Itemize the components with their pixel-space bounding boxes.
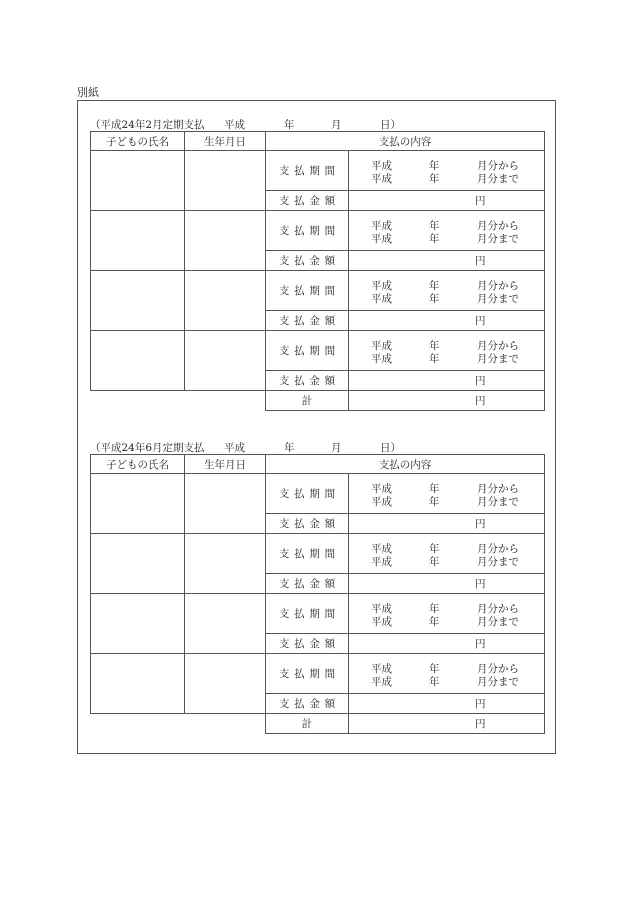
payment-amount-cell[interactable]: 円 [349, 574, 545, 594]
section-date-year: 年 [284, 442, 295, 454]
year-label: 年 [429, 495, 440, 508]
payment-amount-label: 支払金額 [266, 371, 349, 391]
year-label: 年 [429, 482, 440, 495]
era-label: 平成 [371, 339, 392, 352]
payment-period-label: 支払期間 [266, 654, 349, 694]
era-label: 平成 [371, 555, 392, 568]
payment-period-cell[interactable] [349, 534, 545, 574]
year-label: 年 [429, 292, 440, 305]
total-blank [91, 391, 266, 411]
year-label: 年 [429, 352, 440, 365]
period-until-line [349, 291, 544, 304]
month-range-label: 月分まで [477, 555, 519, 568]
era-label: 平成 [371, 482, 392, 495]
month-range-label: 月分から [477, 602, 519, 615]
year-label: 年 [429, 615, 440, 628]
col-header-birth-date: 生年月日 [185, 455, 266, 474]
month-range-label: 月分から [477, 339, 519, 352]
section-header [90, 440, 544, 454]
month-range-label: 月分まで [477, 675, 519, 688]
payment-section [90, 440, 544, 734]
child-name-cell[interactable] [91, 654, 185, 714]
table-row [91, 654, 545, 694]
period-until-line [349, 674, 544, 687]
total-label: 計 [266, 391, 349, 411]
year-label: 年 [429, 279, 440, 292]
section-date-year: 年 [284, 119, 295, 131]
total-row [91, 714, 545, 734]
era-label: 平成 [371, 615, 392, 628]
era-label: 平成 [371, 542, 392, 555]
era-label: 平成 [371, 279, 392, 292]
total-label: 計 [266, 714, 349, 734]
month-range-label: 月分まで [477, 615, 519, 628]
child-name-cell[interactable] [91, 151, 185, 211]
era-label: 平成 [371, 232, 392, 245]
month-range-label: 月分まで [477, 232, 519, 245]
month-range-label: 月分まで [477, 352, 519, 365]
payment-amount-cell[interactable]: 円 [349, 694, 545, 714]
year-label: 年 [429, 172, 440, 185]
payment-period-cell[interactable] [349, 151, 545, 191]
table-row [91, 151, 545, 191]
period-from-line [349, 601, 544, 614]
section-date-month: 月 [331, 442, 342, 454]
payment-period-cell[interactable] [349, 474, 545, 514]
payment-period-label: 支払期間 [266, 331, 349, 371]
col-header-birth-date: 生年月日 [185, 132, 266, 151]
payment-section [90, 117, 544, 411]
payment-period-cell[interactable] [349, 594, 545, 634]
period-until-line [349, 554, 544, 567]
table-row [91, 271, 545, 311]
payment-amount-cell[interactable]: 円 [349, 371, 545, 391]
payment-amount-label: 支払金額 [266, 311, 349, 331]
period-from-line [349, 481, 544, 494]
birth-date-cell[interactable] [185, 331, 266, 391]
era-label: 平成 [371, 675, 392, 688]
col-header-content: 支払の内容 [266, 132, 545, 151]
total-amount-cell[interactable]: 円 [349, 391, 545, 411]
total-row [91, 391, 545, 411]
child-name-cell[interactable] [91, 474, 185, 534]
period-from-line [349, 338, 544, 351]
payment-amount-label: 支払金額 [266, 694, 349, 714]
birth-date-cell[interactable] [185, 474, 266, 534]
table-header-row [91, 132, 545, 151]
year-label: 年 [429, 602, 440, 615]
payment-table [90, 454, 545, 734]
page-label: 別紙 [77, 86, 99, 99]
table-row [91, 474, 545, 514]
table-row [91, 594, 545, 634]
section-header [90, 117, 544, 131]
section-date-era: 平成 [224, 119, 245, 131]
period-from-line [349, 158, 544, 171]
period-from-line [349, 661, 544, 674]
payment-amount-label: 支払金額 [266, 514, 349, 534]
child-name-cell[interactable] [91, 331, 185, 391]
table-header-row [91, 455, 545, 474]
period-until-line [349, 351, 544, 364]
era-label: 平成 [371, 602, 392, 615]
year-label: 年 [429, 339, 440, 352]
era-label: 平成 [371, 172, 392, 185]
month-range-label: 月分まで [477, 172, 519, 185]
period-from-line [349, 541, 544, 554]
payment-amount-cell[interactable]: 円 [349, 311, 545, 331]
section-date-era: 平成 [224, 442, 245, 454]
table-row [91, 331, 545, 371]
birth-date-cell[interactable] [185, 534, 266, 594]
total-amount-cell[interactable]: 円 [349, 714, 545, 734]
col-header-content: 支払の内容 [266, 455, 545, 474]
year-label: 年 [429, 219, 440, 232]
month-range-label: 月分から [477, 159, 519, 172]
month-range-label: 月分まで [477, 292, 519, 305]
total-blank [91, 714, 266, 734]
birth-date-cell[interactable] [185, 211, 266, 271]
birth-date-cell[interactable] [185, 271, 266, 331]
year-label: 年 [429, 555, 440, 568]
col-header-child-name: 子どもの氏名 [91, 455, 185, 474]
birth-date-cell[interactable] [185, 594, 266, 654]
era-label: 平成 [371, 495, 392, 508]
period-until-line [349, 614, 544, 627]
payment-amount-cell[interactable]: 円 [349, 634, 545, 654]
era-label: 平成 [371, 352, 392, 365]
month-range-label: 月分から [477, 662, 519, 675]
payment-amount-cell[interactable]: 円 [349, 514, 545, 534]
payment-period-cell[interactable] [349, 271, 545, 311]
child-name-cell[interactable] [91, 211, 185, 271]
section-date-day: 日） [380, 442, 401, 454]
section-date-day: 日） [380, 119, 401, 131]
payment-period-label: 支払期間 [266, 211, 349, 251]
period-until-line [349, 171, 544, 184]
period-from-line [349, 218, 544, 231]
payment-amount-label: 支払金額 [266, 191, 349, 211]
payment-period-label: 支払期間 [266, 594, 349, 634]
section-title: （平成24年6月定期支払 [90, 442, 205, 454]
table-row [91, 211, 545, 251]
payment-period-cell[interactable] [349, 331, 545, 371]
era-label: 平成 [371, 159, 392, 172]
birth-date-cell[interactable] [185, 151, 266, 211]
table-row [91, 534, 545, 574]
child-name-cell[interactable] [91, 594, 185, 654]
payment-amount-label: 支払金額 [266, 574, 349, 594]
month-range-label: 月分まで [477, 495, 519, 508]
payment-amount-cell[interactable]: 円 [349, 191, 545, 211]
section-date-month: 月 [331, 119, 342, 131]
month-range-label: 月分から [477, 219, 519, 232]
child-name-cell[interactable] [91, 534, 185, 594]
era-label: 平成 [371, 662, 392, 675]
month-range-label: 月分から [477, 279, 519, 292]
year-label: 年 [429, 159, 440, 172]
year-label: 年 [429, 542, 440, 555]
year-label: 年 [429, 232, 440, 245]
section-title: （平成24年2月定期支払 [90, 119, 205, 131]
period-until-line [349, 231, 544, 244]
payment-amount-label: 支払金額 [266, 251, 349, 271]
period-until-line [349, 494, 544, 507]
era-label: 平成 [371, 219, 392, 232]
era-label: 平成 [371, 292, 392, 305]
payment-amount-label: 支払金額 [266, 634, 349, 654]
birth-date-cell[interactable] [185, 654, 266, 714]
child-name-cell[interactable] [91, 271, 185, 331]
col-header-child-name: 子どもの氏名 [91, 132, 185, 151]
payment-table [90, 131, 545, 411]
year-label: 年 [429, 675, 440, 688]
payment-period-cell[interactable] [349, 211, 545, 251]
payment-amount-cell[interactable]: 円 [349, 251, 545, 271]
year-label: 年 [429, 662, 440, 675]
month-range-label: 月分から [477, 482, 519, 495]
payment-period-label: 支払期間 [266, 271, 349, 311]
payment-period-label: 支払期間 [266, 534, 349, 574]
payment-period-cell[interactable] [349, 654, 545, 694]
month-range-label: 月分から [477, 542, 519, 555]
payment-period-label: 支払期間 [266, 151, 349, 191]
payment-period-label: 支払期間 [266, 474, 349, 514]
period-from-line [349, 278, 544, 291]
